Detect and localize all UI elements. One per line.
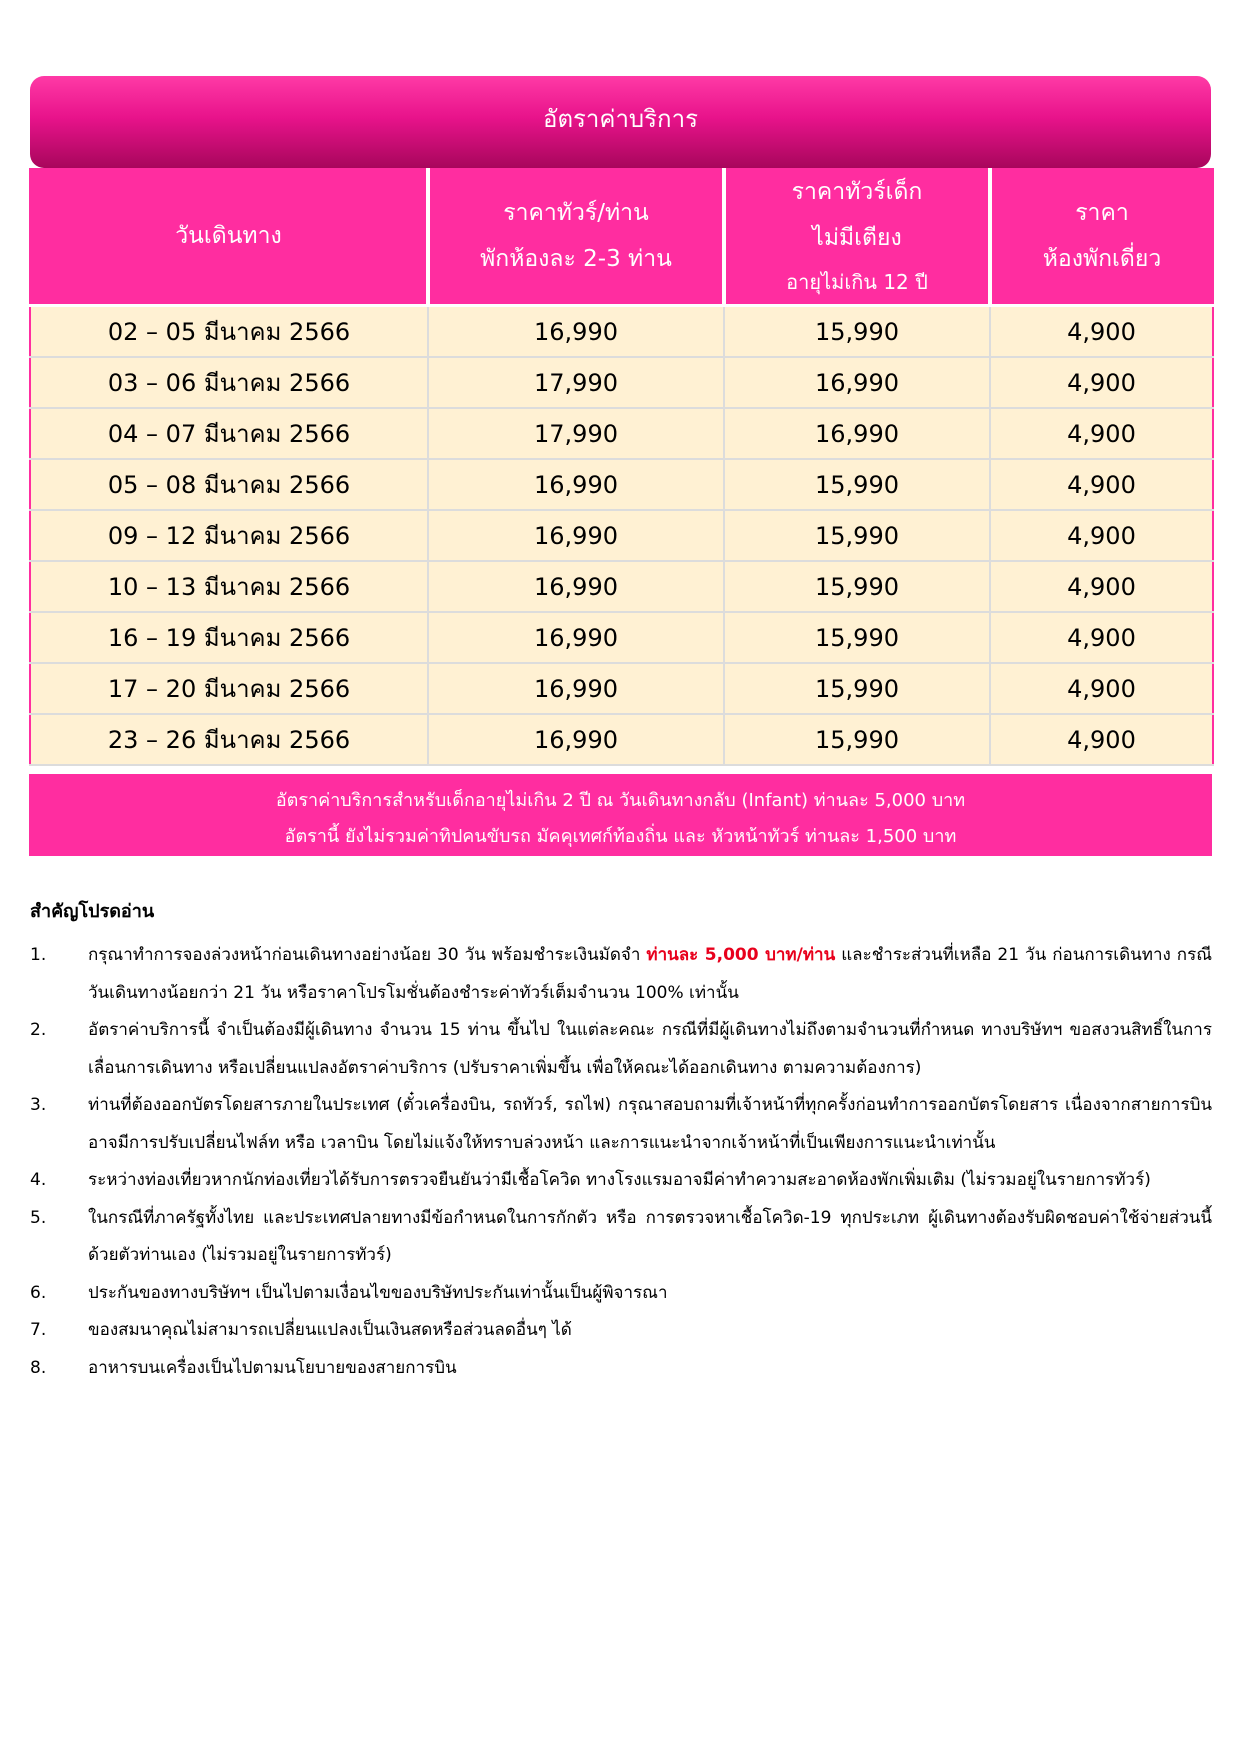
travel-date-cell: 05 – 08 มีนาคม 2566 <box>30 459 428 510</box>
travel-date-cell: 02 – 05 มีนาคม 2566 <box>30 306 428 358</box>
price-table-title: อัตราค่าบริการ <box>30 76 1211 168</box>
item-text: ประกันของทางบริษัทฯ เป็นไปตามเงื่อนไขของบริษัทประกันเท่านั้นเป็นผู้พิจารณา <box>88 1282 668 1303</box>
child-price-cell: 15,990 <box>724 714 990 765</box>
single-room-cell: 4,900 <box>990 408 1213 459</box>
table-row <box>30 357 1213 408</box>
important-list <box>30 937 1212 1387</box>
single-room-cell: 4,900 <box>990 510 1213 561</box>
item-text: กรุณาทำการจองล่วงหน้าก่อนเดินทางอย่างน้อย 30 วัน พร้อมชำระเงินมัดจำ <box>88 945 647 965</box>
travel-date-cell: 10 – 13 มีนาคม 2566 <box>30 561 428 612</box>
child-price-cell: 15,990 <box>724 510 990 561</box>
important-item <box>30 1312 1212 1350</box>
single-room-cell: 4,900 <box>990 306 1213 358</box>
table-row <box>30 408 1213 459</box>
item-text: ของสมนาคุณไม่สามารถเปลี่ยนแปลงเป็นเงินสดหรือส่วนลดอื่นๆ ได้ <box>88 1320 572 1340</box>
travel-date-cell: 17 – 20 มีนาคม 2566 <box>30 663 428 714</box>
travel-date-cell: 03 – 06 มีนาคม 2566 <box>30 357 428 408</box>
table-row <box>30 663 1213 714</box>
adult-price-cell: 16,990 <box>428 459 724 510</box>
child-price-cell: 15,990 <box>724 663 990 714</box>
price-notes <box>29 774 1212 856</box>
important-item <box>30 1012 1212 1087</box>
item-text: ท่านที่ต้องออกบัตรโดยสารภายในประเทศ (ตั๋วเครื่องบิน, รถทัวร์, รถไฟ) กรุณาสอบถามที่เจ้าหน้าที่ทุกครั้งก่อนทำการออกบัตรโดยสาร เนื่องจากสายการบินอาจมีการปรับเปลี่ยนไฟล์ท หรือ เวลาบิน โดยไม่แจ้งให้ทราบล่วงหน้า และการแนะนำจากเจ้าหน้าที่เป็นเพียงการแนะนำเท่านั้น <box>88 1095 1212 1153</box>
travel-date-cell: 04 – 07 มีนาคม 2566 <box>30 408 428 459</box>
col-travel-date <box>30 168 428 306</box>
adult-price-cell: 17,990 <box>428 408 724 459</box>
table-row <box>30 561 1213 612</box>
item-text: และชำระส่วนที่เหลือ 21 วัน ก่อนการเดินทาง กรณีวันเดินทางน้อยกว่า 21 วัน หรือราคาโปรโมชั่นต้องชำระค่าทัวร์เต็มจำนวน 100% เท่านั้น <box>88 945 1212 1003</box>
important-item <box>30 1087 1212 1162</box>
column-header-line: ราคาทัวร์เด็ก <box>791 179 923 205</box>
table-row <box>30 306 1213 358</box>
col-single-room <box>990 168 1213 306</box>
important-item <box>30 937 1212 1012</box>
item-number: 5. <box>30 1207 47 1228</box>
table-row <box>30 510 1213 561</box>
single-room-cell: 4,900 <box>990 561 1213 612</box>
tip-note: อัตรานี้ ยังไม่รวมค่าทิปคนขับรถ มัคคุเทศก์ท้องถิ่น และ หัวหน้าทัวร์ ท่านละ 1,500 บาท <box>284 826 957 847</box>
column-header-line: ราคา <box>1075 200 1129 226</box>
adult-price-cell: 16,990 <box>428 306 724 358</box>
table-row <box>30 459 1213 510</box>
column-header-line: วันเดินทาง <box>175 223 282 249</box>
single-room-cell: 4,900 <box>990 357 1213 408</box>
important-item <box>30 1200 1212 1275</box>
child-price-cell: 15,990 <box>724 612 990 663</box>
single-room-cell: 4,900 <box>990 612 1213 663</box>
adult-price-cell: 16,990 <box>428 510 724 561</box>
child-price-cell: 15,990 <box>724 459 990 510</box>
column-header-line: ราคาทัวร์/ท่าน <box>503 200 649 226</box>
item-number: 6. <box>30 1282 47 1303</box>
item-number: 3. <box>30 1095 47 1115</box>
table-header-row <box>30 168 1213 306</box>
important-item <box>30 1350 1212 1388</box>
important-item <box>30 1162 1212 1200</box>
price-table <box>29 168 1214 766</box>
item-number: 7. <box>30 1320 47 1340</box>
single-room-cell: 4,900 <box>990 459 1213 510</box>
single-room-cell: 4,900 <box>990 714 1213 765</box>
column-header-line: ไม่มีเตียง <box>812 225 902 251</box>
table-body <box>30 306 1213 766</box>
column-header-line: พักห้องละ 2-3 ท่าน <box>480 246 672 272</box>
important-heading: สำคัญโปรดอ่าน <box>30 901 155 922</box>
adult-price-cell: 17,990 <box>428 357 724 408</box>
column-header-line: ห้องพักเดี่ยว <box>1042 246 1162 272</box>
item-number: 2. <box>30 1020 47 1040</box>
item-text: อาหารบนเครื่องเป็นไปตามนโยบายของสายการบิน <box>88 1357 457 1378</box>
table-row <box>30 714 1213 765</box>
item-text: ระหว่างท่องเที่ยวหากนักท่องเที่ยวได้รับการตรวจยืนยันว่ามีเชื้อโควิด ทางโรงแรมอาจมีค่าทำความสะอาดห้องพักเพิ่มเติม (ไม่รวมอยู่ในรายการทัวร์) <box>88 1170 1151 1190</box>
adult-price-cell: 16,990 <box>428 561 724 612</box>
column-header-line: อายุไม่เกิน 12 ปี <box>786 270 928 294</box>
child-price-cell: 15,990 <box>724 306 990 358</box>
travel-date-cell: 23 – 26 มีนาคม 2566 <box>30 714 428 765</box>
deposit-highlight: ท่านละ 5,000 บาท/ท่าน <box>646 945 836 965</box>
child-price-cell: 15,990 <box>724 561 990 612</box>
item-text: ในกรณีที่ภาครัฐทั้งไทย และประเทศปลายทางมีข้อกำหนดในการกักตัว หรือ การตรวจหาเชื้อโควิด-19 ทุกประเภท ผู้เดินทางต้องรับผิดชอบค่าใช้จ่ายส่วนนี้ด้วยตัวท่านเอง (ไม่รวมอยู่ในรายการทัวร์) <box>88 1207 1212 1265</box>
infant-price-note: อัตราค่าบริการสำหรับเด็กอายุไม่เกิน 2 ปี ณ วันเดินทางกลับ (Infant) ท่านละ 5,000 บาท <box>275 790 966 811</box>
child-price-cell: 16,990 <box>724 408 990 459</box>
child-price-cell: 16,990 <box>724 357 990 408</box>
adult-price-cell: 16,990 <box>428 612 724 663</box>
col-adult-price <box>428 168 724 306</box>
adult-price-cell: 16,990 <box>428 714 724 765</box>
item-number: 4. <box>30 1170 47 1190</box>
adult-price-cell: 16,990 <box>428 663 724 714</box>
item-number: 8. <box>30 1357 47 1378</box>
table-row <box>30 612 1213 663</box>
single-room-cell: 4,900 <box>990 663 1213 714</box>
travel-date-cell: 09 – 12 มีนาคม 2566 <box>30 510 428 561</box>
important-section <box>30 896 1212 1387</box>
item-text: อัตราค่าบริการนี้ จำเป็นต้องมีผู้เดินทาง จำนวน 15 ท่าน ขึ้นไป ในแต่ละคณะ กรณีที่มีผู้เดินทางไม่ถึงตามจำนวนที่กำหนด ทางบริษัทฯ ขอสงวนสิทธิ์ในการเลื่อนการเดินทาง หรือเปลี่ยนแปลงอัตราค่าบริการ (ปรับราคาเพิ่มขึ้น เพื่อให้คณะได้ออกเดินทาง ตามความต้องการ) <box>88 1020 1212 1078</box>
important-item <box>30 1275 1212 1313</box>
item-number: 1. <box>30 945 47 965</box>
travel-date-cell: 16 – 19 มีนาคม 2566 <box>30 612 428 663</box>
col-child-price <box>724 168 990 306</box>
